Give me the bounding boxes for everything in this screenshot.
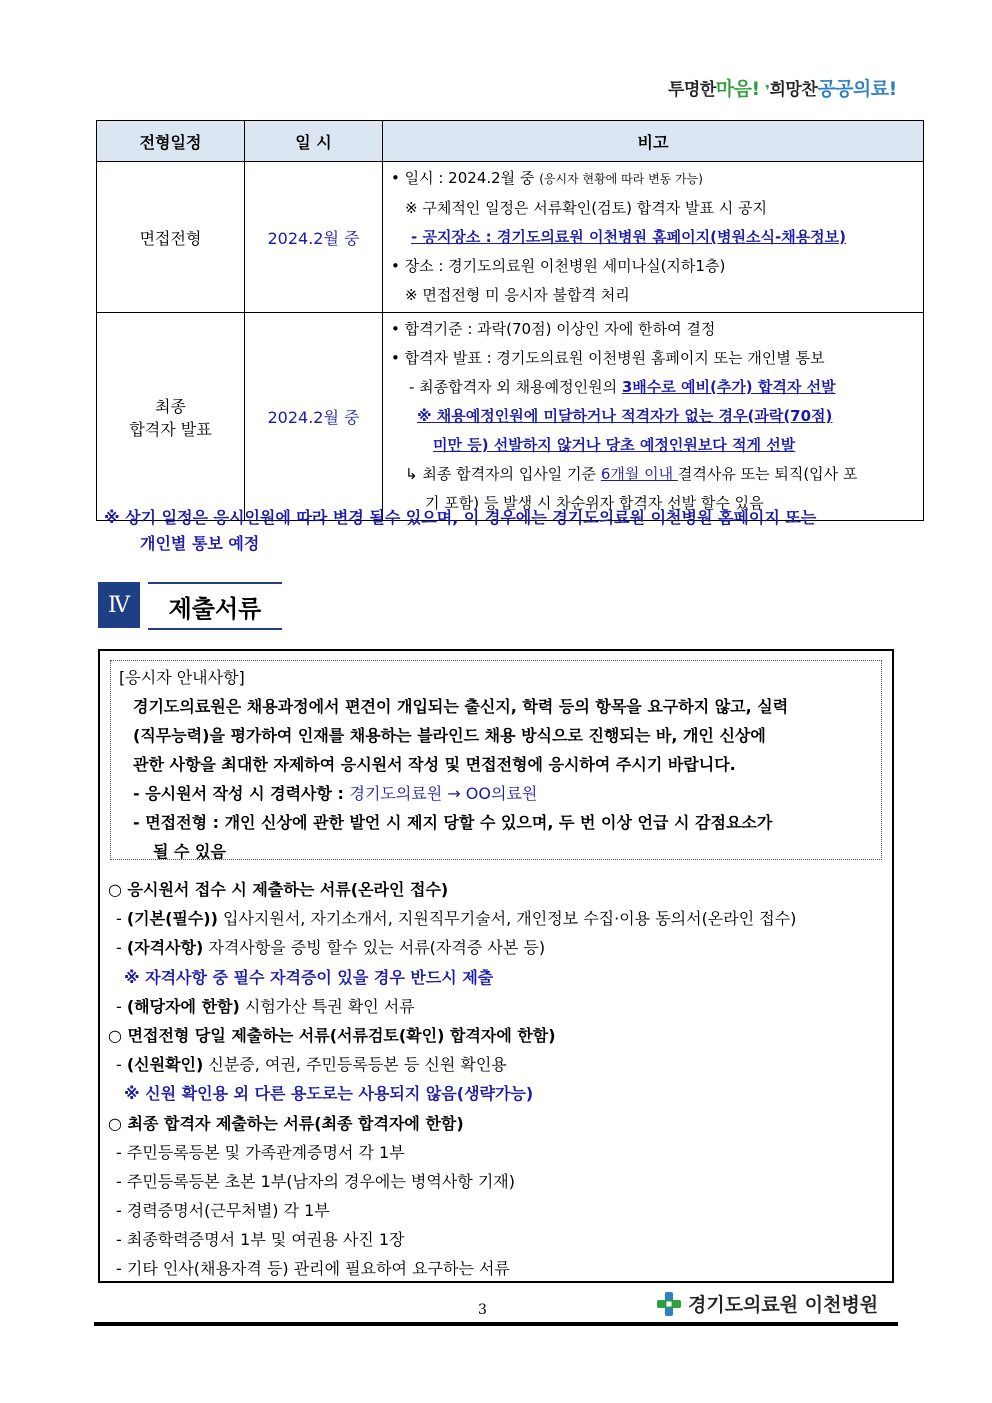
- header-date: 일 시: [245, 121, 383, 162]
- table-row: [97, 313, 924, 521]
- list-item: - (해당자에 한함) 시험가산 특권 확인 서류: [116, 996, 415, 1016]
- list-note: ※ 자격사항 중 필수 자격증이 있을 경우 반드시 제출: [124, 967, 494, 987]
- slogan-public-health: 공공의료!: [817, 78, 897, 100]
- guide-bullet: - 면접전형 : 개인 신상에 관한 발언 시 제지 당할 수 있으며, 두 번 이상 언급 시 감점요소가: [133, 813, 773, 832]
- header-remarks: 비고: [383, 121, 924, 162]
- section-heading: ○ 최종 합격자 제출하는 서류(최종 합격자에 한함): [108, 1113, 464, 1133]
- list-item: - (기본(필수)) 입사지원서, 자기소개서, 지원직무기술서, 개인정보 수집·이용 동의서(온라인 접수): [116, 909, 797, 929]
- footer-rule: [94, 1322, 898, 1326]
- stage-line: 최종: [155, 396, 186, 416]
- remark-line: • 일시 : 2024.2월 중 (응시자 현황에 따라 변동 가능): [391, 169, 703, 187]
- list-note: ※ 신원 확인용 외 다른 용도로는 사용되지 않음(생략가능): [124, 1084, 534, 1104]
- stage-cell: 면접전형: [97, 162, 245, 313]
- hospital-cross-icon: [656, 1291, 682, 1317]
- list-item: - 주민등록등본 및 가족관계증명서 각 1부: [116, 1142, 405, 1162]
- header-stage: 전형일정: [97, 121, 245, 162]
- guide-paragraph: 경기도의료원은 채용과정에서 편견이 개입되는 출신지, 학력 등의 항목을 요구하지 않고, 실력: [133, 697, 789, 716]
- remark-line: ※ 구체적인 일정은 서류확인(검토) 합격자 발표 시 공지: [405, 199, 767, 217]
- remark-line: ↳ 최종 합격자의 입사일 기준 6개월 이내 결격사유 또는 퇴직(입사 포: [405, 465, 858, 483]
- remarks-cell: [383, 162, 924, 313]
- stage-line: 합격자 발표: [129, 419, 212, 439]
- remark-line: - 공지장소 : 경기도의료원 이천병원 홈페이지(병원소식-채용정보): [411, 228, 847, 246]
- list-item: - 경력증명서(근무처별) 각 1부: [116, 1201, 330, 1221]
- slogan-prefix: 투명한: [668, 80, 716, 100]
- section-heading: ○ 응시원서 접수 시 제출하는 서류(온라인 접수): [108, 880, 449, 899]
- hospital-logo: [656, 1290, 878, 1317]
- section-heading: ○ 면접전형 당일 제출하는 서류(서류검토(확인) 합격자에 한함): [108, 1025, 556, 1045]
- section-title: 제출서류: [148, 582, 282, 630]
- remark-line: 미만 등) 선발하지 않거나 당초 예정인원보다 적게 선발: [433, 436, 796, 454]
- remarks-cell: [383, 313, 924, 521]
- list-item: - 기타 인사(채용자격 등) 관리에 필요하여 요구하는 서류: [116, 1259, 510, 1279]
- guide-title: [응시자 안내사항]: [119, 668, 245, 687]
- schedule-note: [104, 505, 816, 557]
- remark-line: 기 포함) 등 발생 시 차순위자 합격자 선발 할수 있음: [425, 494, 764, 512]
- list-item: - 주민등록등본 초본 1부(남자의 경우에는 병역사항 기재): [116, 1171, 515, 1191]
- list-item: - 최종학력증명서 1부 및 여권용 사진 1장: [116, 1230, 405, 1250]
- remark-line: - 최종합격자 외 채용예정인원의 3배수로 예비(추가) 합격자 선발: [409, 378, 836, 396]
- header-slogan: [668, 74, 897, 101]
- section-number: Ⅳ: [98, 582, 140, 628]
- list-item: - (신원확인) 신분증, 여권, 주민등록등본 등 신원 확인용: [116, 1055, 507, 1075]
- remark-line: • 합격자 발표 : 경기도의료원 이천병원 홈페이지 또는 개인별 통보: [391, 349, 825, 367]
- documents-box: [98, 649, 894, 1283]
- note-line: ※ 상기 일정은 응시인원에 따라 변경 될수 있으며, 이 경우에는 경기도의료원 이천병원 홈페이지 또는: [104, 508, 817, 527]
- page-number: 3: [478, 1302, 487, 1318]
- table-header-row: [97, 121, 924, 162]
- note-line: 개인별 통보 예정: [140, 534, 260, 553]
- guide-bullet: 될 수 있음: [153, 842, 226, 861]
- remark-line: • 합격기준 : 과락(70점) 이상인 자에 한하여 결정: [391, 320, 716, 338]
- guide-paragraph: (직무능력)을 평가하여 인재를 채용하는 블라인드 채용 방식으로 진행되는 바, 개인 신상에: [133, 726, 766, 745]
- schedule-table: [96, 120, 924, 521]
- applicant-guide-box: [110, 660, 882, 860]
- guide-paragraph: 관한 사항을 최대한 자제하여 응시원서 작성 및 면접전형에 응시하여 주시기 바랍니다.: [133, 755, 736, 774]
- leaf-icon: ❜: [765, 83, 770, 99]
- table-row: [97, 162, 924, 313]
- slogan-maum: 마음!: [715, 78, 760, 100]
- list-item: - (자격사항) 자격사항을 증빙 할수 있는 서류(자격증 사본 등): [116, 938, 546, 958]
- hospital-name: 경기도의료원 이천병원: [688, 1294, 879, 1316]
- slogan-mid: 희망찬: [769, 80, 818, 100]
- remark-line: • 장소 : 경기도의료원 이천병원 세미나실(지하1층): [391, 257, 726, 275]
- guide-bullet: - 응시원서 작성 시 경력사항 : 경기도의료원 → OO의료원: [133, 784, 538, 803]
- document-list: [108, 875, 796, 1284]
- stage-cell: [97, 313, 245, 521]
- date-cell: 2024.2월 중: [245, 313, 383, 521]
- remark-line: ※ 면접전형 미 응시자 불합격 처리: [405, 286, 630, 304]
- remark-line: ※ 채용예정인원에 미달하거나 적격자가 없는 경우(과락(70점): [417, 407, 833, 425]
- date-cell: 2024.2월 중: [245, 162, 383, 313]
